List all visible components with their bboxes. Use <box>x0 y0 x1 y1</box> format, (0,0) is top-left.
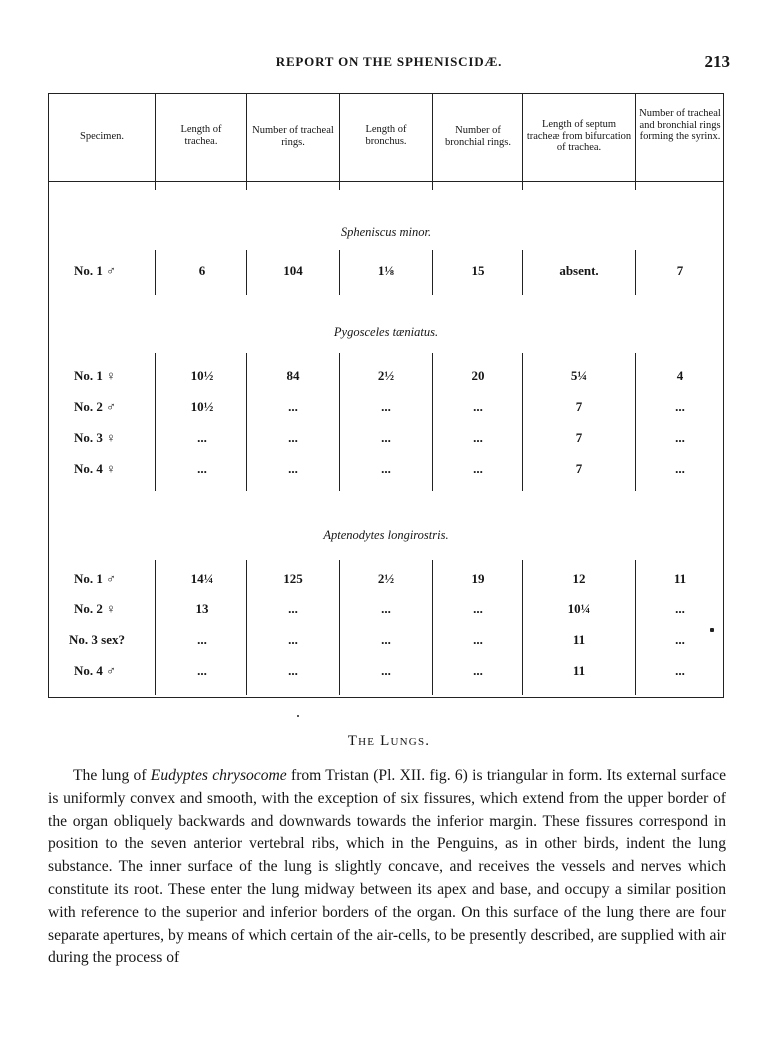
value-cell: ... <box>381 663 391 678</box>
value-cell: ... <box>675 663 685 678</box>
column-header-length-trachea: Length of trachea. <box>180 124 222 147</box>
column-divider <box>246 250 247 295</box>
value-cell: ... <box>675 601 685 616</box>
column-divider <box>522 353 523 491</box>
page-number: 213 <box>704 52 730 71</box>
column-header-length-bronchus: Length of bronchus. <box>365 124 407 147</box>
value-cell: ... <box>675 632 685 647</box>
column-header-bronchial-rings: Number of bronchial rings. <box>445 125 511 148</box>
column-divider <box>635 353 636 491</box>
value-cell: ... <box>473 663 483 678</box>
value-cell: 4 <box>676 368 684 383</box>
value-cell: ... <box>197 430 207 445</box>
value-cell: ... <box>381 430 391 445</box>
value-cell: ... <box>288 399 298 414</box>
specimen-cell: No. 3 ♀ <box>74 430 116 445</box>
specimen-cell: No. 1 ♂ <box>74 263 116 278</box>
column-header-tracheal-rings: Number of tracheal rings. <box>252 125 334 148</box>
value-cell: 7 <box>575 461 583 476</box>
column-divider <box>635 560 636 695</box>
scan-speck <box>710 628 714 632</box>
specimen-cell: No. 1 ♀ <box>74 368 116 383</box>
value-cell: 11 <box>673 571 687 586</box>
value-cell: ... <box>675 399 685 414</box>
value-cell: absent. <box>559 263 599 278</box>
value-cell: ... <box>288 601 298 616</box>
running-head <box>48 52 730 70</box>
value-cell: ... <box>381 632 391 647</box>
value-cell: ... <box>288 632 298 647</box>
value-cell: 19 <box>471 571 485 586</box>
column-divider <box>339 560 340 695</box>
value-cell: ... <box>288 430 298 445</box>
column-divider <box>635 250 636 295</box>
column-divider <box>246 560 247 695</box>
value-cell: ... <box>675 461 685 476</box>
value-cell: 7 <box>575 430 583 445</box>
value-cell: ... <box>473 632 483 647</box>
value-cell: ... <box>197 632 207 647</box>
value-cell: 7 <box>575 399 583 414</box>
value-cell: ... <box>473 399 483 414</box>
column-header-septum-length: Length of septum tracheæ from bifurcation of trachea. <box>526 119 632 153</box>
column-divider <box>246 353 247 491</box>
species-title: Spheniscus minor. <box>340 225 432 239</box>
value-cell: 2½ <box>377 368 395 383</box>
value-cell: 10½ <box>190 368 214 383</box>
column-divider <box>635 93 636 190</box>
species-title: Pygosceles tæniatus. <box>333 325 439 339</box>
value-cell: ... <box>197 461 207 476</box>
value-cell: 2½ <box>377 571 395 586</box>
value-cell: 11 <box>572 632 586 647</box>
value-cell: ... <box>381 461 391 476</box>
column-divider <box>522 250 523 295</box>
value-cell: 84 <box>286 368 300 383</box>
value-cell: ... <box>473 430 483 445</box>
column-header-syrinx-rings: Number of tracheal and bronchial rings forming the syrinx. <box>639 108 721 142</box>
body-text <box>48 765 726 970</box>
specimen-cell: No. 2 ♂ <box>74 399 116 414</box>
column-divider <box>155 560 156 695</box>
column-divider <box>522 560 523 695</box>
column-divider <box>155 250 156 295</box>
column-divider <box>246 93 247 190</box>
value-cell: ... <box>381 601 391 616</box>
specimen-cell: No. 4 ♂ <box>74 663 116 678</box>
value-cell: 11 <box>572 663 586 678</box>
value-cell: 10½ <box>190 399 214 414</box>
paragraph-rest: from Tristan (Pl. XII. fig. 6) is triangular in form. Its external surface is uniformly convex and smooth, with the exception of six fissures, which extend from the upper border of the organ obliquely backwards and downwards towards the inferior margin. These fissures correspond in position to the seven anterior vertebral ribs, which in the Penguins, as in other birds, indent the lung substance. The inner surface of the lung is slightly concave, and receives the vessels and nerves which constitute its root. These enter the lung midway between its apex and base, and occupy a similar position with reference to the superior and inferior borders of the organ. On this surface of the lung there are four separate apertures, by means of which certain of the air-cells, to be presently described, are supplied with air during the process of <box>48 767 726 967</box>
species-name: Eudyptes chrysocome <box>150 767 287 784</box>
column-header-specimen: Specimen. <box>79 131 125 142</box>
column-divider <box>432 353 433 491</box>
value-cell: ... <box>288 663 298 678</box>
column-divider <box>155 353 156 491</box>
column-divider <box>339 93 340 190</box>
column-divider <box>432 560 433 695</box>
specimen-cell: No. 3 sex? <box>69 632 125 647</box>
value-cell: 15 <box>471 263 485 278</box>
column-divider <box>432 93 433 190</box>
value-cell: ... <box>473 601 483 616</box>
value-cell: 5¼ <box>570 368 588 383</box>
value-cell: ... <box>288 461 298 476</box>
value-cell: 7 <box>676 263 684 278</box>
value-cell: 104 <box>283 263 303 278</box>
running-title: REPORT ON THE SPHENISCIDÆ. <box>275 54 503 69</box>
column-divider <box>522 93 523 190</box>
species-title: Aptenodytes longirostris. <box>323 528 449 542</box>
section-heading: The Lungs. <box>347 733 431 749</box>
value-cell: 14¼ <box>190 571 214 586</box>
value-cell: 6 <box>198 263 206 278</box>
column-divider <box>339 250 340 295</box>
specimen-cell: No. 2 ♀ <box>74 601 116 616</box>
column-divider <box>432 250 433 295</box>
value-cell: 125 <box>283 571 303 586</box>
column-divider <box>155 93 156 190</box>
column-divider <box>339 353 340 491</box>
paragraph-lead: The lung of <box>73 767 151 784</box>
value-cell: ... <box>197 663 207 678</box>
value-cell: ... <box>675 430 685 445</box>
scan-speck <box>297 715 299 717</box>
table-header-rule <box>48 181 724 182</box>
specimen-cell: No. 1 ♂ <box>74 571 116 586</box>
specimen-cell: No. 4 ♀ <box>74 461 116 476</box>
value-cell: 13 <box>195 601 209 616</box>
value-cell: 20 <box>471 368 485 383</box>
value-cell: 10¼ <box>567 601 591 616</box>
paragraph <box>48 765 726 970</box>
value-cell: 1⅛ <box>377 263 395 278</box>
value-cell: ... <box>381 399 391 414</box>
value-cell: 12 <box>572 571 586 586</box>
value-cell: ... <box>473 461 483 476</box>
